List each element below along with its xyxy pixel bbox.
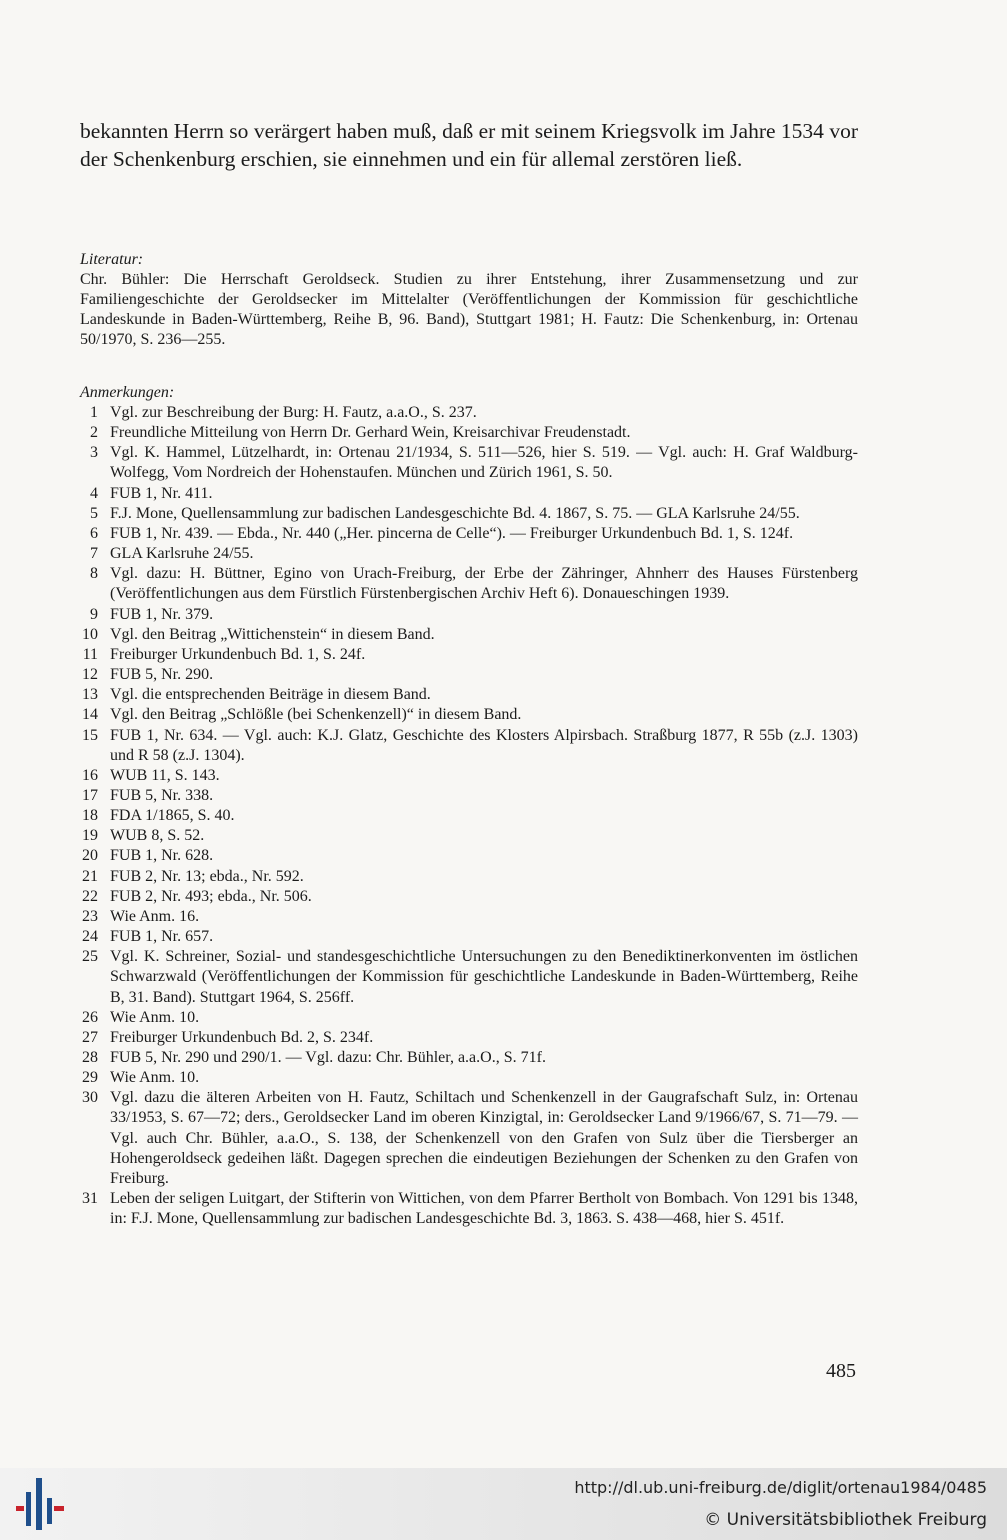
- note-number: 7: [90, 545, 98, 563]
- note-number: 6: [90, 524, 98, 542]
- note-item: [80, 705, 858, 725]
- intro-paragraph: bekannten Herrn so verärgert haben muß, daß er mit seinem Kriegsvolk im Jahre 1534 vor der Schenkenburg erschien, sie einnehmen und ein für allemal zerstören ließ.: [80, 119, 858, 171]
- note-text: FUB 1, Nr. 411.: [110, 484, 213, 502]
- note-item: [80, 1028, 858, 1048]
- note-item: [80, 947, 858, 1007]
- note-number: 12: [82, 666, 98, 684]
- note-item: [80, 806, 858, 826]
- note-item: [80, 1008, 858, 1028]
- note-number: 30: [82, 1089, 98, 1107]
- note-text: FUB 5, Nr. 338.: [110, 786, 214, 804]
- note-text: Vgl. dazu die älteren Arbeiten von H. Fautz, Schiltach und Schenkenzell in der Gaugrafschaft Sulz, in: Ortenau 33/1953, S. 67—72; ders., Geroldsecker Land im oberen Kinzigtal, in: Geroldsecker Land 9/1966/67, S. 71—79. — Vgl. auch Chr. Bühler, a.a.O., S. 138, der Schenkenzell von den Grafen von Sulz über die Tiersberger an Hohengeroldseck gedeihen läßt. Dagegen sprechen die eindeutigen Beziehungen der Schenken zu den Grafen von Freiburg.: [110, 1089, 858, 1187]
- note-item: [80, 403, 858, 423]
- note-number: 4: [90, 484, 98, 502]
- note-number: 31: [82, 1190, 98, 1208]
- note-text: Wie Anm. 16.: [110, 907, 200, 925]
- note-item: [80, 665, 858, 685]
- note-number: 10: [82, 625, 98, 643]
- note-text: FUB 1, Nr. 634. — Vgl. auch: K.J. Glatz, Geschichte des Klosters Alpirsbach. Straßburg 1877, R 55b (z.J. 1303) und R 58 (z.J. 1304).: [110, 726, 858, 764]
- note-number: 5: [90, 504, 98, 522]
- note-number: 11: [82, 645, 98, 663]
- note-text: F.J. Mone, Quellensammlung zur badischen Landesgeschichte Bd. 4. 1867, S. 75. — GLA Karlsruhe 24/55.: [110, 504, 800, 522]
- note-item: [80, 1088, 858, 1189]
- note-number: 18: [82, 807, 98, 825]
- note-text: Vgl. K. Schreiner, Sozial- und standesgeschichtliche Untersuchungen zu den Benediktinerkonventen im östlichen Schwarzwald (Veröffentlichungen der Kommission für geschichtliche Landeskunde in Baden-Württemberg, Reihe B, 31. Band). Stuttgart 1964, S. 256ff.: [110, 948, 858, 1006]
- note-text: GLA Karlsruhe 24/55.: [110, 545, 254, 563]
- note-item: [80, 504, 858, 524]
- note-item: [80, 1068, 858, 1088]
- page-number: 485: [826, 1360, 856, 1382]
- note-number: 21: [82, 867, 98, 885]
- note-text: FUB 1, Nr. 439. — Ebda., Nr. 440 („Her. pincerna de Celle“). — Freiburger Urkundenbuch Bd. 1, S. 124f.: [110, 524, 794, 542]
- note-item: [80, 726, 858, 766]
- source-url-link[interactable]: http://dl.ub.uni-freiburg.de/diglit/ortenau1984/0485: [574, 1478, 987, 1497]
- note-item: [80, 786, 858, 806]
- note-item: [80, 826, 858, 846]
- copyright-text: © Universitätsbibliothek Freiburg: [704, 1510, 987, 1530]
- note-text: Freiburger Urkundenbuch Bd. 2, S. 234f.: [110, 1028, 374, 1046]
- note-text: FUB 1, Nr. 628.: [110, 847, 214, 865]
- note-number: 2: [90, 424, 98, 442]
- note-text: FUB 2, Nr. 493; ebda., Nr. 506.: [110, 887, 312, 905]
- note-item: [80, 907, 858, 927]
- note-number: 9: [90, 605, 98, 623]
- note-text: Vgl. K. Hammel, Lützelhardt, in: Ortenau 21/1934, S. 511—526, hier S. 519. — Vgl. auch: H. Graf Waldburg-Wolfegg, Vom Nordreich der Hohenstaufen. München und Zürich 1961, S. 50.: [110, 444, 858, 482]
- note-number: 29: [82, 1069, 98, 1087]
- note-item: [80, 927, 858, 947]
- note-number: 23: [82, 907, 98, 925]
- note-text: FUB 2, Nr. 13; ebda., Nr. 592.: [110, 867, 304, 885]
- note-text: Wie Anm. 10.: [110, 1069, 200, 1087]
- note-number: 1: [90, 404, 98, 421]
- note-number: 3: [90, 444, 98, 462]
- note-item: [80, 544, 858, 564]
- note-number: 8: [90, 565, 98, 583]
- notes-heading: Anmerkungen:: [80, 384, 175, 401]
- note-text: Vgl. den Beitrag „Schlößle (bei Schenkenzell)“ in diesem Band.: [110, 706, 522, 724]
- note-number: 25: [82, 948, 98, 966]
- note-text: FUB 1, Nr. 657.: [110, 928, 214, 946]
- note-text: FUB 1, Nr. 379.: [110, 605, 214, 623]
- note-text: FUB 5, Nr. 290.: [110, 666, 214, 684]
- note-item: [80, 564, 858, 604]
- note-number: 13: [82, 686, 98, 704]
- note-number: 20: [82, 847, 98, 865]
- note-number: 15: [82, 726, 98, 744]
- notes-list: [80, 403, 858, 1229]
- note-text: Vgl. die entsprechenden Beiträge in diesem Band.: [110, 686, 431, 704]
- note-item: [80, 423, 858, 443]
- note-text: FUB 5, Nr. 290 und 290/1. — Vgl. dazu: Chr. Bühler, a.a.O., S. 71f.: [110, 1049, 546, 1066]
- footer-bar: [0, 1468, 1007, 1540]
- note-number: 16: [82, 766, 98, 784]
- note-item: [80, 766, 858, 786]
- note-text: Leben der seligen Luitgart, der Stifterin von Wittichen, von dem Pfarrer Bertholt von Bombach. Von 1291 bis 1348, in: F.J. Mone, Quellensammlung zur badischen Landesgeschichte Bd. 3, 1863. S. 438—468, hier S. 451f.: [110, 1190, 858, 1228]
- note-item: [80, 685, 858, 705]
- note-item: [80, 645, 858, 665]
- note-item: [80, 867, 858, 887]
- note-text: Freundliche Mitteilung von Herrn Dr. Gerhard Wein, Kreisarchivar Freudenstadt.: [110, 424, 631, 442]
- note-text: Vgl. zur Beschreibung der Burg: H. Fautz, a.a.O., S. 237.: [110, 404, 477, 421]
- note-text: Vgl. dazu: H. Büttner, Egino von Urach-Freiburg, der Erbe der Zähringer, Ahnherr des Hauses Fürstenberg (Veröffentlichungen aus dem Fürstlich Fürstenbergischen Archiv Heft 6). Donaueschingen 1939.: [110, 565, 858, 603]
- note-text: Freiburger Urkundenbuch Bd. 1, S. 24f.: [110, 645, 366, 663]
- note-number: 26: [82, 1008, 98, 1026]
- note-number: 17: [82, 786, 98, 804]
- note-text: Vgl. den Beitrag „Wittichenstein“ in diesem Band.: [110, 625, 435, 643]
- note-item: [80, 484, 858, 504]
- note-number: 28: [82, 1049, 98, 1066]
- literature-text: Chr. Bühler: Die Herrschaft Geroldseck. Studien zu ihrer Entstehung, ihrer Zusammensetzung und zur Familiengeschichte der Geroldsecker im Mittelalter (Veröffentlichungen der Kommission für geschichtliche Landeskunde in Baden-Württemberg, Reihe B, 96. Band), Stuttgart 1981; H. Fautz: Die Schenkenburg, in: Ortenau 50/1970, S. 236—255.: [80, 271, 858, 348]
- note-item: [80, 887, 858, 907]
- note-item: [80, 443, 858, 483]
- note-number: 27: [82, 1028, 98, 1046]
- note-text: WUB 8, S. 52.: [110, 827, 205, 845]
- note-item: [80, 605, 858, 625]
- note-item: [80, 1189, 858, 1229]
- note-number: 24: [82, 928, 98, 946]
- note-item: [80, 625, 858, 645]
- ub-freiburg-logo-icon[interactable]: [14, 1476, 66, 1532]
- note-item: [80, 846, 858, 866]
- literature-heading: Literatur:: [80, 251, 144, 268]
- note-text: FDA 1/1865, S. 40.: [110, 807, 235, 825]
- note-text: Wie Anm. 10.: [110, 1008, 200, 1026]
- note-number: 22: [82, 887, 98, 905]
- note-text: WUB 11, S. 143.: [110, 766, 220, 784]
- note-number: 14: [82, 706, 98, 724]
- note-number: 19: [82, 827, 98, 845]
- note-item: [80, 524, 858, 544]
- note-item: [80, 1048, 858, 1068]
